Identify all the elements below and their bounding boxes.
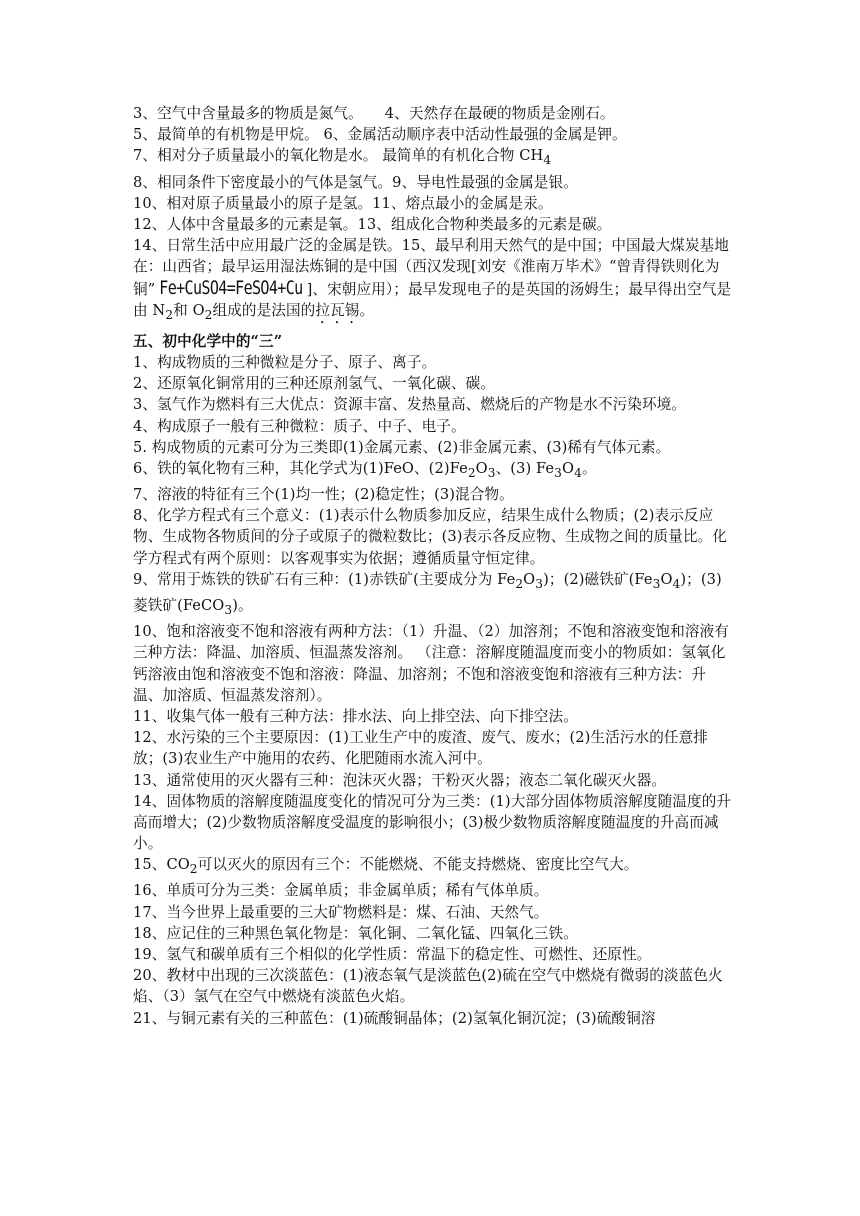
list-item: 3、氢气作为燃料有三大优点：资源丰富、发热量高、燃烧后的产物是水不污染环境。 bbox=[133, 396, 687, 414]
document-body bbox=[133, 103, 733, 1029]
fact-line: 8、相同条件下密度最小的气体是氢气。9、导电性最强的金属是银。 bbox=[133, 173, 578, 191]
list-item: 13、通常使用的灭火器有三种：泡沫灭火器；干粉灭火器；液态二氧化碳灭火器。 bbox=[133, 771, 667, 789]
fact-line: 3、空气中含量最多的物质是氮气。 4、天然存在最硬的物质是金刚石。 bbox=[133, 105, 615, 122]
list-item: 16、单质可分为三类：金属单质；非金属单质；稀有气体单质。 bbox=[133, 882, 549, 900]
fact-line: 10、相对原子质量最小的原子是氢。11、熔点最小的金属是汞。 bbox=[133, 194, 553, 212]
list-item: 7、溶液的特征有三个(1)均一性；(2)稳定性；(3)混合物。 bbox=[133, 486, 514, 504]
section-heading: 五、初中化学中的“三” bbox=[133, 332, 283, 350]
list-item: 15、$CO_2$可以灭火的原因有三个：不能燃烧、不能支持燃烧、密度比空气大。 bbox=[133, 856, 639, 877]
list-item: 2、还原氧化铜常用的三种还原剂氢气、一氧化碳、碳。 bbox=[133, 375, 496, 393]
list-item: 21、与铜元素有关的三种蓝色：(1)硫酸铜晶体；(2)氢氧化铜沉淀；(3)硫酸铜溶 bbox=[133, 1009, 656, 1027]
list-item: 14、固体物质的溶解度随温度变化的情况可分为三类：(1)大部分固体物质溶解度随温度的升高而增大；(2)少数物质溶解度受温度的影响很小；(3)极少数物质溶解度随温度的升高而减小。 bbox=[133, 792, 732, 853]
emphasized-name: 拉瓦锡 bbox=[315, 301, 360, 319]
fact-line: 12、人体中含量最多的元素是氧。13、组成化合物种类最多的元素是碳。 bbox=[133, 215, 612, 233]
chemical-equation-image: Fe+CuSO4=FeSO4+Cu bbox=[159, 276, 303, 299]
list-item: 5. 构成物质的元素可分为三类即(1)金属元素、(2)非金属元素、(3)稀有气体元素。 bbox=[133, 438, 671, 456]
list-item: 4、构成原子一般有三种微粒：质子、中子、电子。 bbox=[133, 417, 466, 435]
list-item: 20、教材中出现的三次淡蓝色：(1)液态氧气是淡蓝色(2)硫在空气中燃烧有微弱的淡蓝色火焰、（3）氢气在空气中燃烧有淡蓝色火焰。 bbox=[133, 967, 723, 1006]
fact-line: 7、相对分子质量最小的氧化物是水。 最简单的有机化合物 $CH_4$ bbox=[133, 147, 552, 168]
list-item: 1、构成物质的三种微粒是分子、原子、离子。 bbox=[133, 353, 437, 371]
list-item: 12、水污染的三个主要原因：(1)工业生产中的废渣、废气、废水；(2)生活污水的任意排放；(3)农业生产中施用的农药、化肥随雨水流入河中。 bbox=[133, 729, 708, 768]
list-item: 8、化学方程式有三个意义：(1)表示什么物质参加反应，结果生成什么物质；(2)表示反应物、生成物各物质间的分子或原子的微粒数比；(3)表示各反应物、生成物之间的质量比。化学方程式有两个原则：以客观事实为依据；遵循质量守恒定律。 bbox=[133, 507, 728, 567]
list-item: 10、饱和溶液变不饱和溶液有两种方法：（1）升温、（2）加溶剂；不饱和溶液变饱和溶液有三种方法：降温、加溶质、恒温蒸发溶剂。 （注意：溶解度随温度而变小的物质如：氢氧化钙溶液由饱和溶液变不饱和溶液：降温、加溶剂；不饱和溶液变饱和溶液有三种方法：升温、加溶质、恒温蒸发溶剂）。 bbox=[133, 623, 729, 704]
fact-line: 5、最简单的有机物是甲烷。 6、金属活动顺序表中活动性最强的金属是钾。 bbox=[133, 126, 627, 144]
list-item: 6、铁的氧化物有三种，其化学式为(1)FeO、$(2)Fe_2O_3$、(3) $Fe_3O_4$。 bbox=[133, 459, 597, 480]
fact-paragraph: 14、日常生活中应用最广泛的金属是铁。15、最早利用天然气的是中国；中国最大煤炭基地在：山西省；最早运用湿法炼铜的是中国（西汉发现[刘安《淮南万毕术》“曾青得铁则化为铜” Fe+CuSO4=FeSO4+Cu ]、宋朝应用）；最早发现电子的是英国的汤姆生；最早得出空气是由 $N_2$和 $O_2$组成的是法国的拉瓦锡。 bbox=[133, 237, 732, 322]
list-item: 18、应记住的三种黑色氧化物是：氧化铜、二氧化锰、四氧化三铁。 bbox=[133, 924, 578, 942]
list-item: 11、收集气体一般有三种方法：排水法、向上排空法、向下排空法。 bbox=[133, 707, 578, 725]
list-item: 17、当今世界上最重要的三大矿物燃料是：煤、石油、天然气。 bbox=[133, 903, 549, 921]
list-item: 19、氢气和碳单质有三个相似的化学性质：常温下的稳定性、可燃性、还原性。 bbox=[133, 946, 652, 964]
list-item: 9、常用于炼铁的铁矿石有三种：(1)赤铁矿(主要成分为 $Fe_2O_3$)；(2)磁铁矿$(Fe_3O_4)$；(3)菱铁矿(FeCO$_3$)。 bbox=[133, 570, 722, 617]
